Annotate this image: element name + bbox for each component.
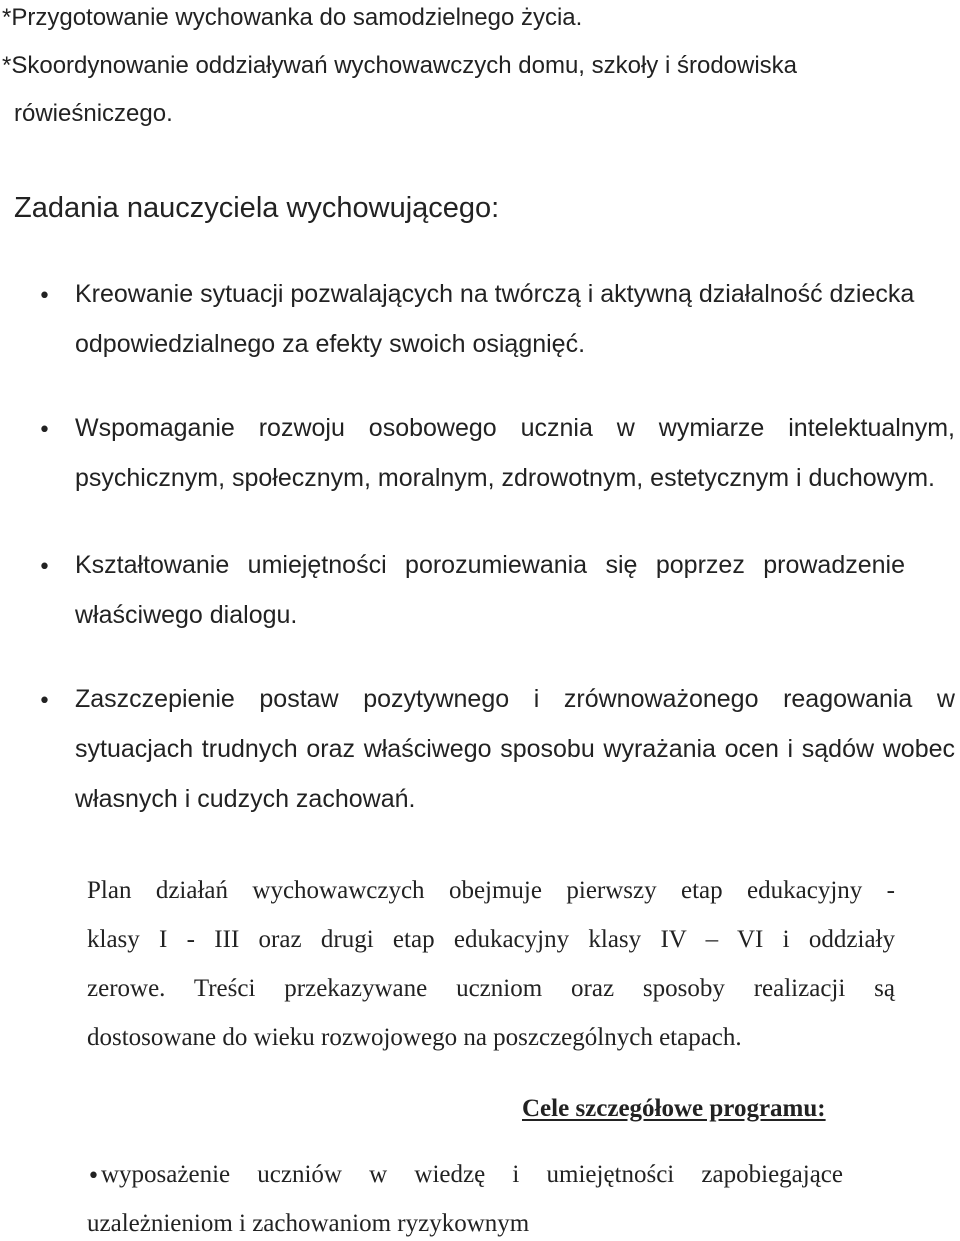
bullet-icon: • [38, 689, 51, 714]
plan-paragraph-line: Plan działań wychowawczych obejmuje pierwszy etap edukacyjny - [87, 877, 895, 904]
section-heading-teacher-tasks: Zadania nauczyciela wychowującego: [14, 192, 500, 224]
list-item-line: Zaszczepienie postaw pozytywnego i zrównoważonego reagowania w [75, 685, 955, 713]
list-item-line: sytuacjach trudnych oraz właściwego sposobu wyrażania ocen i sądów wobec [75, 735, 955, 763]
bullet-icon: • [87, 1164, 100, 1189]
intro-line: *Skoordynowanie oddziaływań wychowawczych domu, szkoły i środowiska [2, 52, 798, 79]
bullet-icon: • [38, 418, 51, 443]
goal-item-line: wyposażenie uczniów w wiedzę i umiejętności zapobiegające [101, 1161, 843, 1188]
list-item-line: Wspomaganie rozwoju osobowego ucznia w wymiarze intelektualnym, [75, 414, 955, 442]
intro-line: rówieśniczego. [14, 100, 173, 127]
list-item-line: właściwego dialogu. [75, 601, 298, 629]
list-item-line: Kształtowanie umiejętności porozumiewania się poprzez prowadzenie [75, 551, 905, 579]
intro-line: *Przygotowanie wychowanka do samodzielnego życia. [2, 4, 583, 31]
plan-paragraph-line: klasy I - III oraz drugi etap edukacyjny klasy IV – VI i oddziały [87, 926, 895, 953]
list-item-line: odpowiedzialnego za efekty swoich osiągnięć. [75, 330, 586, 358]
bullet-icon: • [38, 284, 51, 309]
list-item-line: psychicznym, społecznym, moralnym, zdrowotnym, estetycznym i duchowym. [75, 464, 935, 492]
section-heading-detailed-goals: Cele szczegółowe programu: [522, 1095, 826, 1122]
list-item-line: Kreowanie sytuacji pozwalających na twórczą i aktywną działalność dziecka [75, 280, 915, 308]
bullet-icon: • [38, 555, 51, 580]
goal-item-line: uzależnieniom i zachowaniom ryzykownym [87, 1210, 530, 1237]
plan-paragraph-line: zerowe. Treści przekazywane uczniom oraz sposoby realizacji są [87, 975, 895, 1002]
plan-paragraph-line: dostosowane do wieku rozwojowego na poszczególnych etapach. [87, 1024, 742, 1051]
list-item-line: własnych i cudzych zachowań. [75, 785, 416, 813]
